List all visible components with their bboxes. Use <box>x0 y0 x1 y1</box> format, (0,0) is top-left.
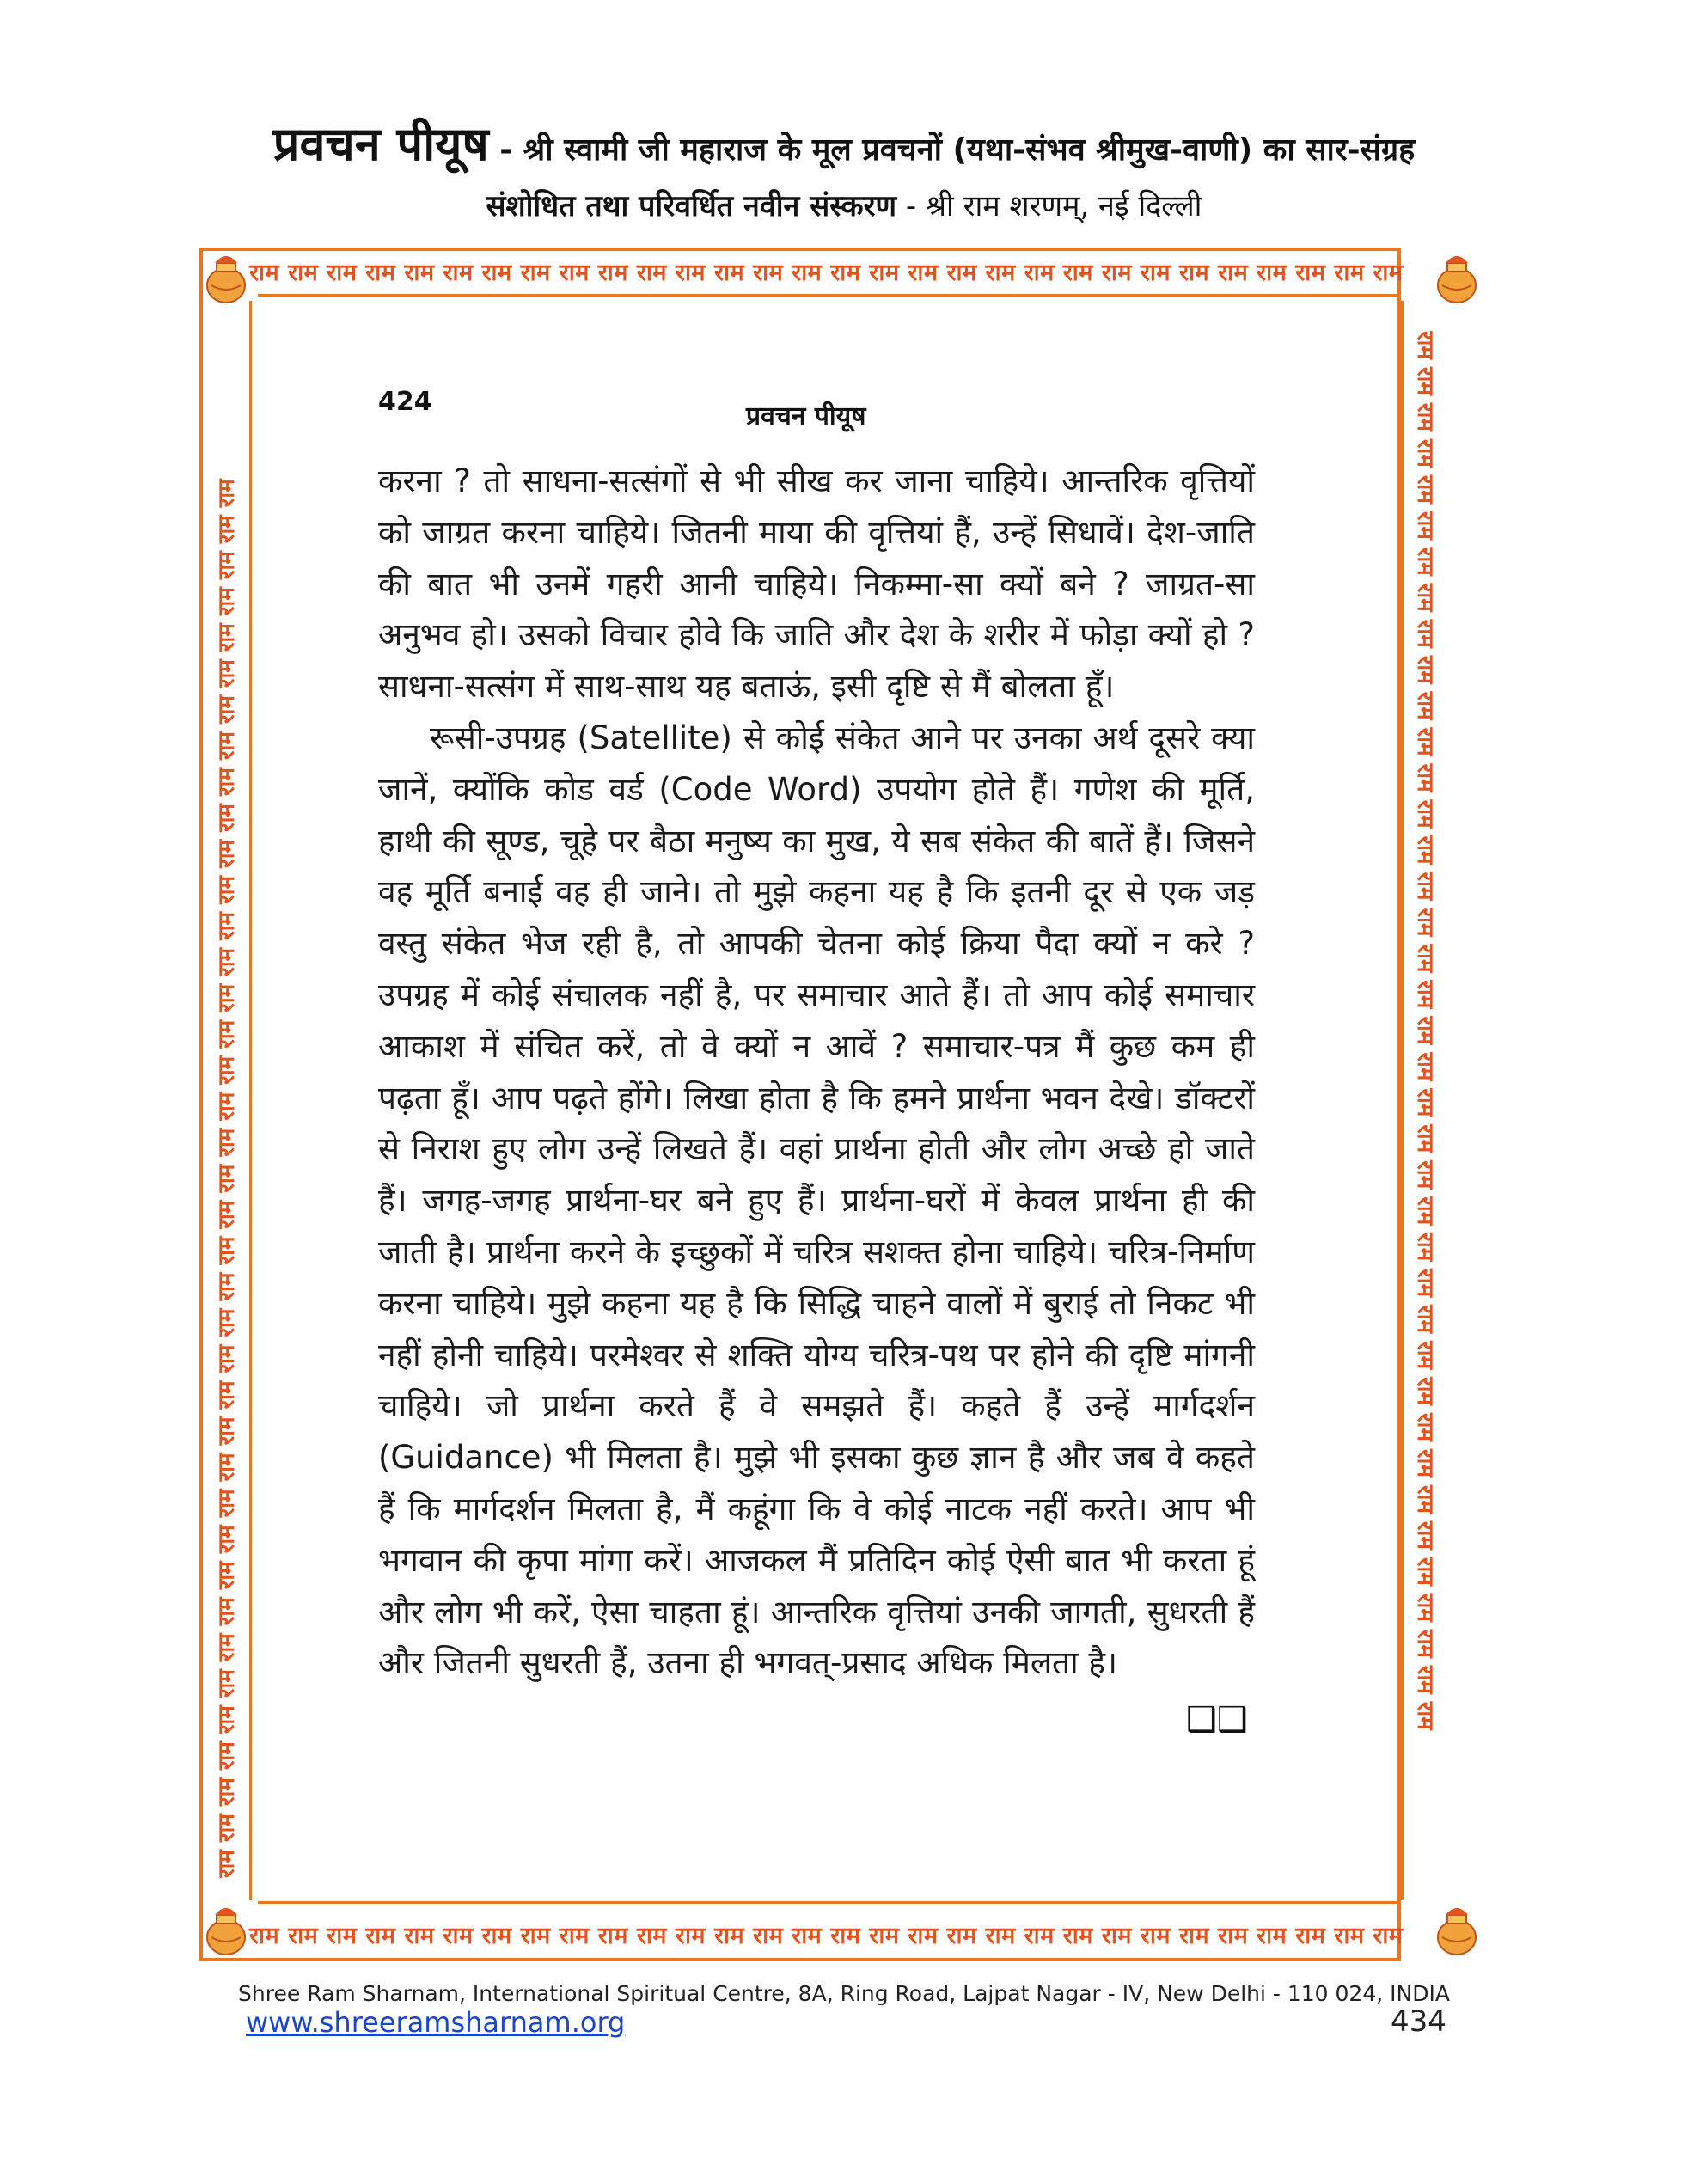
running-head: प्रवचन पीयूष <box>746 401 866 431</box>
edition-publisher: - श्री राम शरणम्, नई दिल्ली <box>896 189 1202 223</box>
ram-border-top: राम राम राम राम राम राम राम राम राम राम राम राम राम राम राम राम राम राम राम राम राम राम राम राम राम राम राम राम राम राम <box>249 260 1404 286</box>
kalash-icon <box>199 248 253 308</box>
inner-rule-bottom <box>258 1901 1401 1904</box>
inner-rule-left <box>249 301 252 1900</box>
end-mark: ❑❑ <box>1186 1700 1248 1740</box>
ram-border-bottom: राम राम राम राम राम राम राम राम राम राम राम राम राम राम राम राम राम राम राम राम राम राम राम राम राम राम राम राम राम राम <box>249 1923 1404 1949</box>
paragraph: करना ? तो साधना-सत्संगों से भी सीख कर जाना चाहिये। आन्तरिक वृत्तियों को जाग्रत करना चाहिये। जितनी माया की वृत्तियां हैं, उन्हें सिधावें। देश-जाति की बात भी उनमें गहरी आनी चाहिये। निकम्मा-सा क्यों बने ? जाग्रत-सा अनुभव हो। उसको विचार होवे कि जाति और देश के शरीर में फोड़ा क्यों हो ? साधना-सत्संग में साथ-साथ यह बताऊं, इसी दृष्टि से मैं बोलता हूँ। <box>378 462 1255 706</box>
ram-border-right: राम राम राम राम राम राम राम राम राम राम राम राम राम राम राम राम राम राम राम राम राम राम राम राम राम राम राम राम राम राम राम राम राम राम राम राम राम राम राम <box>1412 331 1438 1730</box>
page-header-edition <box>0 185 1688 224</box>
book-title: प्रवचन पीयूष <box>272 117 489 171</box>
website-link[interactable]: www.shreeramsharnam.org <box>246 2006 626 2039</box>
inner-rule-top <box>258 294 1401 297</box>
ram-border-left: राम राम राम राम राम राम राम राम राम राम राम राम राम राम राम राम राम राम राम राम राम राम राम राम राम राम राम राम राम राम राम राम राम राम राम राम राम राम राम <box>214 479 240 1878</box>
kalash-icon <box>199 1900 253 1960</box>
page-header-title <box>0 110 1688 174</box>
footer-address: Shree Ram Sharnam, International Spiritual Centre, 8A, Ring Road, Lajpat Nagar - IV, New Delhi - 110 024, INDIA <box>238 1981 1450 2006</box>
paragraph: रूसी-उपग्रह (Satellite) से कोई संकेत आने पर उनका अर्थ दूसरे क्या जानें, क्योंकि कोड वर्ड (Code Word) उपयोग होते हैं। गणेश की मूर्ति, हाथी की सूण्ड, चूहे पर बैठा मनुष्य का मुख, ये सब संकेत की बातें हैं। जिसने वह मूर्ति बनाई वह ही जाने। तो मुझे कहना यह है कि इतनी दूर से एक जड़ वस्तु संकेत भेज रही है, तो आपकी चेतना कोई क्रिया पैदा क्यों न करे ? उपग्रह में कोई संचालक नहीं है, पर समाचार आते हैं। तो आप कोई समाचार आकाश में संचित करें, तो वे क्यों न आवें ? समाचार-पत्र मैं कुछ कम ही पढ़ता हूँ। आप पढ़ते होंगे। लिखा होता है कि हमने प्रार्थना भवन देखे। डॉक्टरों से निराश हुए लोग उन्हें लिखते हैं। वहां प्रार्थना होती और लोग अच्छे हो जाते हैं। जगह-जगह प्रार्थना-घर बने हुए हैं। प्रार्थना-घरों में केवल प्रार्थना ही की जाती है। प्रार्थना करने के इच्छुकों में चरित्र सशक्त होना चाहिये। चरित्र-निर्माण करना चाहिये। मुझे कहना यह है कि सिद्धि चाहने वालों में बुराई तो निकट भी नहीं होनी चाहिये। परमेश्वर से शक्ति योग्य चरित्र-पथ पर होने की दृष्टि मांगनी चाहिये। जो प्रार्थना करते हैं वे समझते हैं। कहते हैं उन्हें मार्गदर्शन (Guidance) भी मिलता है। मुझे भी इसका कुछ ज्ञान है और जब वे कहते हैं कि मार्गदर्शन मिलता है, मैं कहूंगा कि वे कोई नाटक नहीं करते। आप भी भगवान की कृपा मांगा करें। आजकल मैं प्रतिदिन कोई ऐसी बात भी करता हूं और लोग भी करें, ऐसा चाहता हूं। आन्तरिक वृत्तियां उनकी जागती, सुधरती हैं और जितनी सुधरती हैं, उतना ही भगवत्-प्रसाद अधिक मिलता है। <box>378 719 1255 1682</box>
footer-page-number: 434 <box>1391 2004 1446 2039</box>
kalash-icon <box>1430 248 1483 308</box>
kalash-icon <box>1430 1900 1483 1960</box>
edition-label: संशोधित तथा परिवर्धित नवीन संस्करण <box>486 189 897 223</box>
page-body <box>378 456 1255 1689</box>
book-subtitle: - श्री स्वामी जी महाराज के मूल प्रवचनों (यथा-संभव श्रीमुख-वाणी) का सार-संग्रह <box>488 132 1416 168</box>
inner-rule-right <box>1401 301 1404 1900</box>
book-page-number: 424 <box>378 387 432 417</box>
